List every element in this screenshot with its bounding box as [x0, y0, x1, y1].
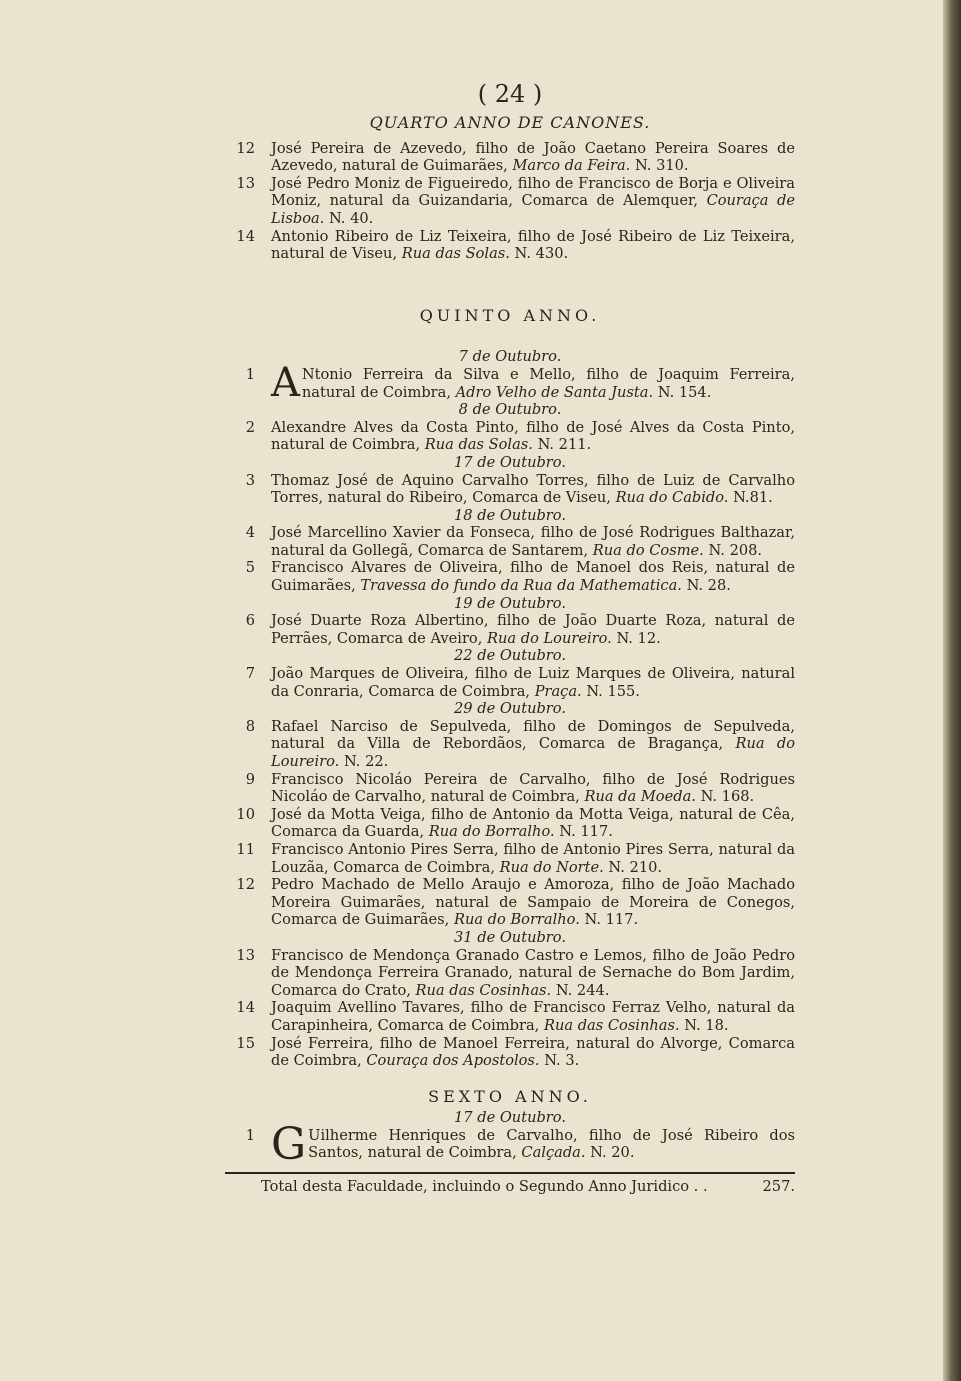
- register-entry: [225, 665, 795, 700]
- entry-number: 8: [245, 717, 255, 735]
- entry-house-number: N. 20.: [590, 1144, 635, 1162]
- register-entry: [225, 359, 795, 406]
- entry-number: 9: [245, 770, 255, 788]
- register-entry: [225, 999, 795, 1034]
- entry-house-number: N. 3.: [544, 1052, 580, 1070]
- entry-address: Rua do Borralho.: [453, 911, 580, 929]
- entry-text: Thomaz José de Aquino Carvalho Torres, filho de Luiz de Carvalho Torres, natural do Ribeiro, Comarca de Viseu,: [271, 471, 795, 507]
- entry-number: 5: [245, 559, 255, 577]
- entry-number: 15: [236, 1034, 255, 1052]
- register-entry: [225, 472, 795, 507]
- entry-house-number: N. 18.: [684, 1016, 729, 1034]
- register-entry: [225, 841, 795, 876]
- quarto-entry-list: [225, 140, 795, 263]
- entry-text: José Marcellino Xavier da Fonseca, filho de José Rodrigues Balthazar, natural da Gollegã, Comarca de Santarem,: [271, 524, 795, 559]
- register-entry: [225, 228, 795, 263]
- entry-house-number: N. 430.: [514, 245, 569, 263]
- book-binding-edge: [943, 0, 961, 1381]
- entry-address: Rua do Norte.: [499, 858, 604, 876]
- entry-text: Ntonio Ferreira da Silva e Mello, filho de Joaquim Ferreira, natural de Coimbra,: [301, 365, 795, 401]
- total-value: 257.: [762, 1178, 795, 1196]
- entry-text: Joaquim Avellino Tavares, filho de Francisco Ferraz Velho, natural da Carapinheira, Comarca de Coimbra,: [271, 999, 795, 1034]
- entry-address: Rua do Loureiro.: [271, 735, 795, 770]
- entry-number: 13: [236, 174, 255, 192]
- entry-address: Rua das Cosinhas.: [543, 1016, 680, 1034]
- register-entry: [225, 771, 795, 806]
- entry-house-number: N. 211.: [537, 436, 592, 454]
- date-heading: 8 de Outubro.: [458, 401, 562, 419]
- sexto-entry-list: [225, 1109, 795, 1170]
- entry-address: Rua do Cabido.: [615, 489, 729, 507]
- entry-house-number: N. 154.: [657, 383, 712, 401]
- entry-house-number: N. 12.: [616, 629, 661, 647]
- date-heading: 7 de Outubro.: [458, 348, 562, 366]
- register-entry: [225, 524, 795, 559]
- date-heading: 17 de Outubro.: [454, 453, 566, 471]
- entry-house-number: N. 117.: [584, 911, 639, 929]
- entry-address: Rua das Solas.: [401, 245, 510, 263]
- register-entry: [225, 612, 795, 647]
- entry-number: 4: [245, 524, 255, 542]
- entry-text: João Marques de Oliveira, filho de Luiz Marques de Oliveira, natural da Conraria, Comarca de Coimbra,: [271, 665, 795, 700]
- register-entry: [225, 559, 795, 594]
- entry-text: Rafael Narciso de Sepulveda, filho de Domingos de Sepulveda, natural da Villa de Rebordãos, Comarca de Bragança,: [271, 717, 795, 753]
- register-entry: [225, 140, 795, 175]
- document-page: [225, 80, 795, 1196]
- register-entry: [225, 175, 795, 228]
- register-entry: [225, 1035, 795, 1070]
- register-entry: [225, 718, 795, 771]
- entry-address: Couraça dos Apostolos.: [366, 1052, 540, 1070]
- entry-address: Rua do Cosme.: [592, 541, 704, 559]
- entry-number: 2: [245, 418, 255, 436]
- entry-number: 1: [245, 365, 255, 383]
- drop-cap: A: [271, 359, 300, 406]
- section-title-quarto: QUARTO ANNO DE CANONES.: [369, 113, 651, 132]
- drop-cap: G: [271, 1118, 307, 1170]
- entry-number: 14: [236, 999, 255, 1017]
- entry-house-number: N. 210.: [608, 858, 663, 876]
- date-heading: 18 de Outubro.: [454, 506, 566, 524]
- entry-house-number: N. 244.: [555, 981, 610, 999]
- entry-address: Couraça de Lisboa.: [271, 192, 795, 227]
- total-rule: [225, 1172, 795, 1174]
- section-title-sexto: SEXTO ANNO.: [428, 1086, 592, 1106]
- entry-house-number: N. 208.: [708, 541, 763, 559]
- date-heading: 17 de Outubro.: [454, 1109, 566, 1127]
- register-entry: [225, 419, 795, 454]
- entry-address: Adro Velho de Santa Justa.: [455, 383, 654, 401]
- entry-house-number: N. 28.: [686, 577, 731, 595]
- entry-address: Calçada.: [521, 1144, 586, 1162]
- total-label: Total desta Faculdade, incluindo o Segundo Anno Juridico . .: [261, 1178, 708, 1196]
- entry-text: José Ferreira, filho de Manoel Ferreira, natural do Alvorge, Comarca de Coimbra,: [271, 1034, 795, 1070]
- entry-number: 1: [245, 1126, 255, 1144]
- entry-text: Uilherme Henriques de Carvalho, filho de José Ribeiro dos Santos, natural de Coimbra,: [308, 1126, 795, 1162]
- entry-number: 6: [245, 612, 255, 630]
- entry-address: Rua das Cosinhas.: [415, 981, 552, 999]
- register-entry: [225, 947, 795, 1000]
- entry-address: Rua do Borralho.: [428, 823, 555, 841]
- entry-number: 14: [236, 227, 255, 245]
- entry-text: Francisco Nicoláo Pereira de Carvalho, filho de José Rodrigues Nicoláo de Carvalho, natural de Coimbra,: [271, 770, 795, 806]
- entry-text: José Pedro Moniz de Figueiredo, filho de Francisco de Borja e Oliveira Moniz, natural da Guizandaria, Comarca de Alemquer,: [271, 174, 795, 210]
- total-line: [225, 1178, 795, 1196]
- date-heading: 31 de Outubro.: [454, 928, 566, 946]
- entry-number: 3: [245, 471, 255, 489]
- entry-text: José Pereira de Azevedo, filho de João Caetano Pereira Soares de Azevedo, natural de Guimarães,: [271, 139, 795, 175]
- entry-text: José Duarte Roza Albertino, filho de João Duarte Roza, natural de Perrães, Comarca de Aveiro,: [271, 612, 795, 647]
- entry-house-number: N.81.: [733, 489, 773, 507]
- entry-house-number: N. 155.: [586, 682, 640, 700]
- entry-text: Francisco Antonio Pires Serra, filho de Antonio Pires Serra, natural da Louzãa, Comarca de Coimbra,: [271, 840, 795, 876]
- date-heading: 29 de Outubro.: [454, 700, 566, 718]
- entry-number: 12: [236, 139, 255, 157]
- entry-number: 10: [236, 805, 255, 823]
- page-number: ( 24 ): [477, 80, 543, 108]
- register-entry: [225, 876, 795, 929]
- entry-house-number: N. 40.: [328, 209, 374, 227]
- entry-text: Francisco de Mendonça Granado Castro e Lemos, filho de João Pedro de Mendonça Ferreira Granado, natural de Sernache do Bom Jardim, Comarca do Crato,: [271, 946, 795, 999]
- entry-address: Rua das Solas.: [424, 436, 533, 454]
- entry-house-number: N. 22.: [343, 753, 389, 770]
- entry-text: José da Motta Veiga, filho de Antonio da Motta Veiga, natural de Cêa, Comarca da Guarda,: [271, 805, 795, 841]
- entry-text: Francisco Alvares de Oliveira, filho de Manoel dos Reis, natural de Guimarães,: [271, 559, 795, 595]
- date-heading: 22 de Outubro.: [454, 647, 566, 665]
- entry-number: 11: [236, 840, 255, 858]
- entry-address: Rua da Moeda.: [584, 788, 696, 806]
- entry-text: Pedro Machado de Mello Araujo e Amoroza, filho de João Machado Moreira Guimarães, natural de Sampaio de Moreira de Conegos, Comarca de Guimarães,: [271, 876, 795, 929]
- entry-house-number: N. 117.: [559, 823, 613, 841]
- entry-house-number: N. 310.: [634, 157, 689, 175]
- quinto-entry-list: [225, 348, 795, 1069]
- register-entry: [225, 806, 795, 841]
- entry-address: Rua do Loureiro.: [487, 629, 612, 647]
- entry-address: Travessa do fundo da Rua da Mathematica.: [360, 577, 682, 595]
- section-title-quinto: QUINTO ANNO.: [419, 305, 601, 325]
- entry-number: 13: [236, 946, 255, 964]
- entry-address: Marco da Feira.: [512, 157, 631, 175]
- date-heading: 19 de Outubro.: [454, 594, 566, 612]
- entry-text: Antonio Ribeiro de Liz Teixeira, filho de José Ribeiro de Liz Teixeira, natural de Viseu,: [271, 227, 795, 263]
- entry-address: Praça.: [534, 682, 582, 700]
- entry-text: Alexandre Alves da Costa Pinto, filho de José Alves da Costa Pinto, natural de Coimbra,: [271, 418, 795, 454]
- entry-number: 12: [236, 876, 255, 894]
- entry-number: 7: [245, 665, 255, 683]
- entry-house-number: N. 168.: [700, 788, 755, 806]
